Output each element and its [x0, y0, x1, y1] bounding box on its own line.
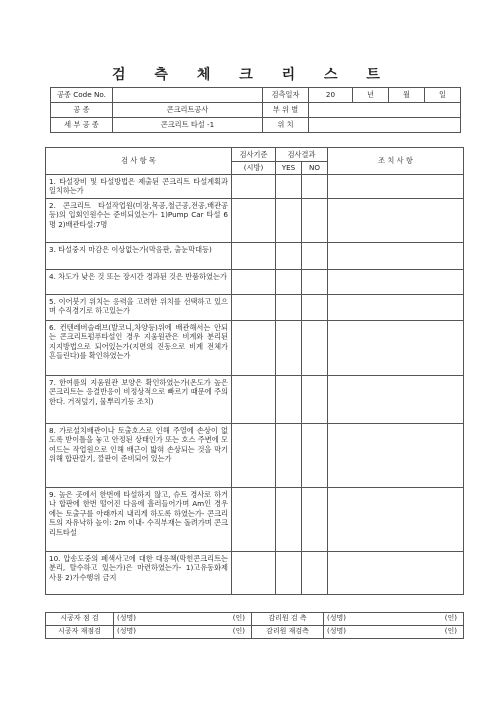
action-cell[interactable] — [328, 488, 464, 552]
standard-cell — [232, 243, 276, 270]
type-value: 콘크리트공사 — [113, 103, 263, 118]
check-item: 7. 한여름의 지움원관 보양은 확인하였는가(온도가 높은 콘크리트는 응결반응이 비정상적으로 빠르기 때문에 주의한다. 거적덮기, 물뿌리기등 조치) — [46, 376, 232, 424]
date-year: 20 — [309, 88, 353, 103]
action-cell[interactable] — [328, 376, 464, 424]
action-cell[interactable] — [328, 424, 464, 488]
check-item: 9. 높은 곳에서 한번에 타설하지 않고, 슈트 경사로 하거나 합판에 한번 떨어진 다음에 흘러들어가며 Am인 경우에는 토출구를 아래까지 내리게 하도록 하였는가- 콘크리트의 자유낙하 높이: 2m 이내- 수직부재는 돌려가며 콘크리트타설 — [46, 488, 232, 552]
no-checkbox[interactable] — [302, 199, 328, 243]
check-item: 6. 컨텐레버슬래브(발코니,차양등)위에 배관해서는 안되는 콘크리트펌푸타설인 경우 지움원관은 비계와 분리된 지지방법으로 되어있는가(지면의 진동으로 비계 전체가 흔들린다)를 확인하였는가 — [46, 321, 232, 376]
result-header: 검사결과 — [276, 148, 328, 162]
location-value — [309, 118, 461, 133]
action-cell[interactable] — [328, 321, 464, 376]
no-header: NO — [302, 162, 328, 175]
yes-header: YES — [276, 162, 302, 175]
yes-checkbox[interactable] — [276, 552, 302, 595]
subtype-value: 콘크리트 타설 -1 — [113, 118, 263, 133]
check-item: 4. 차도가 낮은 것 또는 장시간 경과된 것은 반품하였는가 — [46, 270, 232, 295]
standard-cell — [232, 488, 276, 552]
supervisor-recheck-seal: (인) — [388, 626, 464, 639]
date-label: 검측일자 — [263, 88, 309, 103]
date-day-unit: 일 — [425, 88, 461, 103]
supervisor-check-label: 감리원 검 측 — [252, 613, 324, 626]
supervisor-check-seal: (인) — [388, 613, 464, 626]
yes-checkbox[interactable] — [276, 424, 302, 488]
action-cell[interactable] — [328, 175, 464, 199]
action-cell[interactable] — [328, 552, 464, 595]
signature-table — [45, 612, 464, 639]
contractor-check-seal: (인) — [178, 613, 252, 626]
contractor-recheck-seal: (인) — [178, 626, 252, 639]
no-checkbox[interactable] — [302, 295, 328, 321]
standard-cell — [232, 175, 276, 199]
action-cell[interactable] — [328, 270, 464, 295]
inspection-table — [45, 147, 464, 595]
check-item: 5. 이어붓기 위치는 응력을 고려한 위치를 선택하고 있으며 수직경기로 하고있는가 — [46, 295, 232, 321]
standard-cell — [232, 295, 276, 321]
yes-checkbox[interactable] — [276, 295, 302, 321]
no-checkbox[interactable] — [302, 321, 328, 376]
yes-checkbox[interactable] — [276, 243, 302, 270]
no-checkbox[interactable] — [302, 175, 328, 199]
page-title: 검 측 체 크 리 스 트 — [112, 67, 392, 83]
standard-cell — [232, 199, 276, 243]
check-item: 10. 압송도중의 폐색사고에 대한 대응책(막힌콘크리트는 분리, 탈수하고 있는가)은 마련하였는가- 1)고유동화제 사용 2)가수행위 금지 — [46, 552, 232, 595]
contractor-check-label: 시공자 점 검 — [46, 613, 114, 626]
supervisor-recheck-sign[interactable]: (성명) — [324, 626, 388, 639]
check-item: 2. 콘크리트 타설작업원(미장,목공,철근공,전공,배관공 등)의 입회인원수는 준비되었는가- 1)Pump Car 타설 6명 2)배관타설:7명 — [46, 199, 232, 243]
part-value — [309, 103, 461, 118]
yes-checkbox[interactable] — [276, 199, 302, 243]
standard-sub: (시방) — [232, 162, 276, 175]
check-item: 3. 타설중지 마감은 이상없는가(막음판, 출눈막대등) — [46, 243, 232, 270]
location-label: 위 치 — [263, 118, 309, 133]
yes-checkbox[interactable] — [276, 321, 302, 376]
no-checkbox[interactable] — [302, 488, 328, 552]
date-year-unit: 년 — [353, 88, 389, 103]
yes-checkbox[interactable] — [276, 488, 302, 552]
part-label: 부 위 별 — [263, 103, 309, 118]
items-header: 검 사 항 목 — [46, 148, 232, 175]
type-label: 공 종 — [51, 103, 113, 118]
yes-checkbox[interactable] — [276, 270, 302, 295]
no-checkbox[interactable] — [302, 552, 328, 595]
action-cell[interactable] — [328, 295, 464, 321]
date-month-unit: 월 — [389, 88, 425, 103]
check-item: 1. 타설장비 및 타설방법은 제출된 콘크리트 타설계획과 일치하는가 — [46, 175, 232, 199]
standard-cell — [232, 376, 276, 424]
supervisor-check-sign[interactable]: (성명) — [324, 613, 388, 626]
standard-cell — [232, 270, 276, 295]
header-info-table — [50, 87, 461, 133]
standard-cell — [232, 552, 276, 595]
subtype-label: 세 부 공 종 — [51, 118, 113, 133]
standard-cell — [232, 321, 276, 376]
no-checkbox[interactable] — [302, 270, 328, 295]
standard-cell — [232, 424, 276, 488]
action-cell[interactable] — [328, 243, 464, 270]
no-checkbox[interactable] — [302, 424, 328, 488]
yes-checkbox[interactable] — [276, 376, 302, 424]
contractor-recheck-label: 시공자 재점검 — [46, 626, 114, 639]
check-item: 8. 가로설치배관이나 토출호스로 인해 주열에 손상이 없도록 받이틀을 놓고 안정된 상태인가 또는 호스 주변에 모여드는 작업원으로 인해 배근이 밟혀 손상되는 것을 막기위해 합판깔기, 깔판이 준비되어 있는가 — [46, 424, 232, 488]
yes-checkbox[interactable] — [276, 175, 302, 199]
contractor-recheck-sign[interactable]: (성명) — [114, 626, 178, 639]
code-label: 공종 Code No. — [51, 88, 113, 103]
action-header: 조 치 사 항 — [328, 148, 464, 175]
action-cell[interactable] — [328, 199, 464, 243]
standard-header: 검사기준 — [232, 148, 276, 162]
no-checkbox[interactable] — [302, 376, 328, 424]
code-value — [113, 88, 263, 103]
no-checkbox[interactable] — [302, 243, 328, 270]
contractor-check-sign[interactable]: (성명) — [114, 613, 178, 626]
supervisor-recheck-label: 감리원 재검측 — [252, 626, 324, 639]
